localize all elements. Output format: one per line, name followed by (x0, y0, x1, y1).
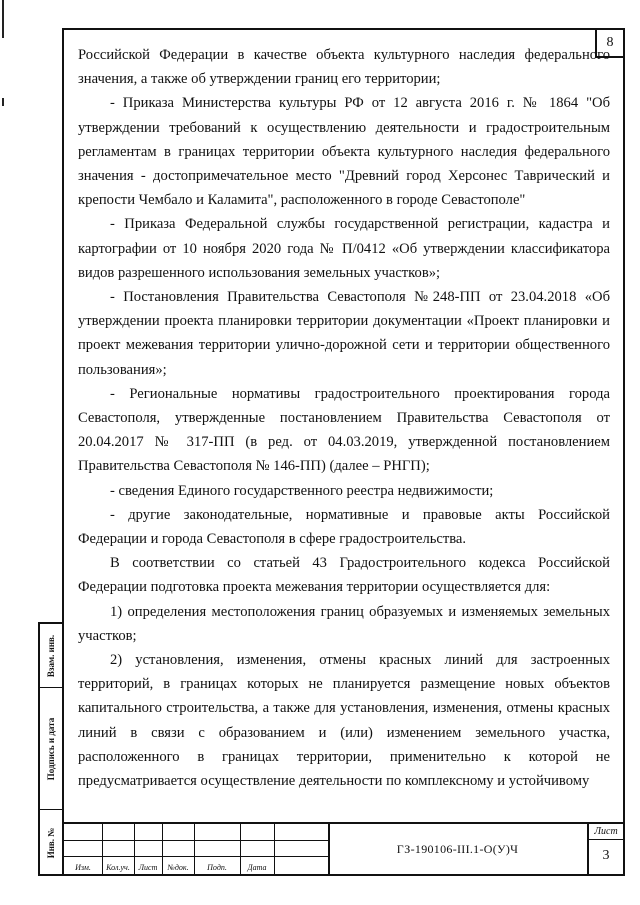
col-label-sheet: Лист (138, 863, 158, 872)
col-label-count: Кол.уч. (106, 863, 130, 872)
document-body (78, 43, 610, 793)
side-stamp-signature-date (40, 688, 62, 810)
side-stamp-signature-date-label: Подпись и дата (46, 717, 56, 780)
body-paragraph: Российской Федерации в качестве объекта культурного наследия федерального значения, а также об утверждении границ его территории; (78, 47, 610, 88)
page-badge: 8 (595, 28, 625, 58)
binding-tick-mid (2, 98, 4, 106)
col-label-date: Дата (247, 863, 267, 872)
sheet-cell (589, 824, 623, 874)
sheet-number: 3 (602, 848, 610, 863)
body-paragraph: 1) определения местоположения границ образуемых и изменяемых земельных участков; (78, 603, 610, 644)
body-paragraph: В соответствии со статьей 43 Градостроительного кодекса Российской Федерации подготовка проекта межевания территории осуществляется для: (78, 555, 610, 596)
col-label-signature: Подп. (207, 863, 227, 872)
binding-tick-top (2, 0, 4, 38)
side-stamp-replaced-inventory (40, 624, 62, 688)
side-stamp-inventory-number (40, 810, 62, 876)
document-code: ГЗ-190106-III.1-О(У)Ч (396, 841, 519, 856)
col-label-change: Изм. (75, 863, 91, 872)
body-paragraph: - Региональные нормативы градостроительного проектирования города Севастополя, утвержденные постановлением Правительства Севастополя от 20.04.2017 № 317-ПП (в ред. от 04.03.2019, утвержденной постановлением Правительства Севастополя № 146-ПП) (далее – РНГП); (78, 385, 610, 475)
title-block (64, 822, 623, 874)
body-paragraph: - сведения Единого государственного реестра недвижимости; (110, 482, 494, 499)
title-block-col-line (274, 824, 275, 874)
body-paragraph: - Приказа Министерства культуры РФ от 12 августа 2016 г. № 1864 "Об утверждении требований к осуществлению деятельности и градостроительным регламентам в границах территории объекта культурного наследия федерального значения - достопримечательное место "Древний город Херсонес Таврический и крепости Чембало и Каламита", расположенного в городе Севастополе" (78, 95, 610, 209)
title-block-row-line (64, 840, 328, 841)
side-stamp (38, 622, 62, 876)
side-stamp-inventory-number-label: Инв. № (46, 827, 56, 859)
sheet-label: Лист (589, 824, 623, 840)
side-stamp-replaced-inventory-label: Взам. инв. (46, 634, 56, 677)
body-paragraph: - Постановления Правительства Севастополя №248-ПП от 23.04.2018 «Об утверждении проекта планировки территории документации «Проект планировки и проект межевания территории улично-дорожной сети и территории общественного пользования»; (78, 289, 610, 378)
body-paragraph: 2) установления, изменения, отмены красных линий для застроенных территорий, в границах которых не планируется размещение новых объектов капитального строительства, а также для установления, изменения, отмены красных линий в связи с образованием и (или) изменением земельного участка, расположенного в границах территории, применительно к которой не предусматривается осуществление деятельности по комплексному и устойчивому (78, 652, 610, 790)
page-frame (62, 28, 625, 876)
col-label-doc-number: №док. (167, 863, 189, 872)
body-paragraph: - другие законодательные, нормативные и правовые акты Российской Федерации и города Севастополя в сфере градостроительства. (78, 506, 610, 548)
title-block-row-line (64, 856, 328, 857)
body-paragraph: - Приказа Федеральной службы государственной регистрации, кадастра и картографии от 10 ноября 2020 года № П/0412 «Об утверждении классификатора видов разрешенного использования земельных участков»; (78, 216, 610, 281)
